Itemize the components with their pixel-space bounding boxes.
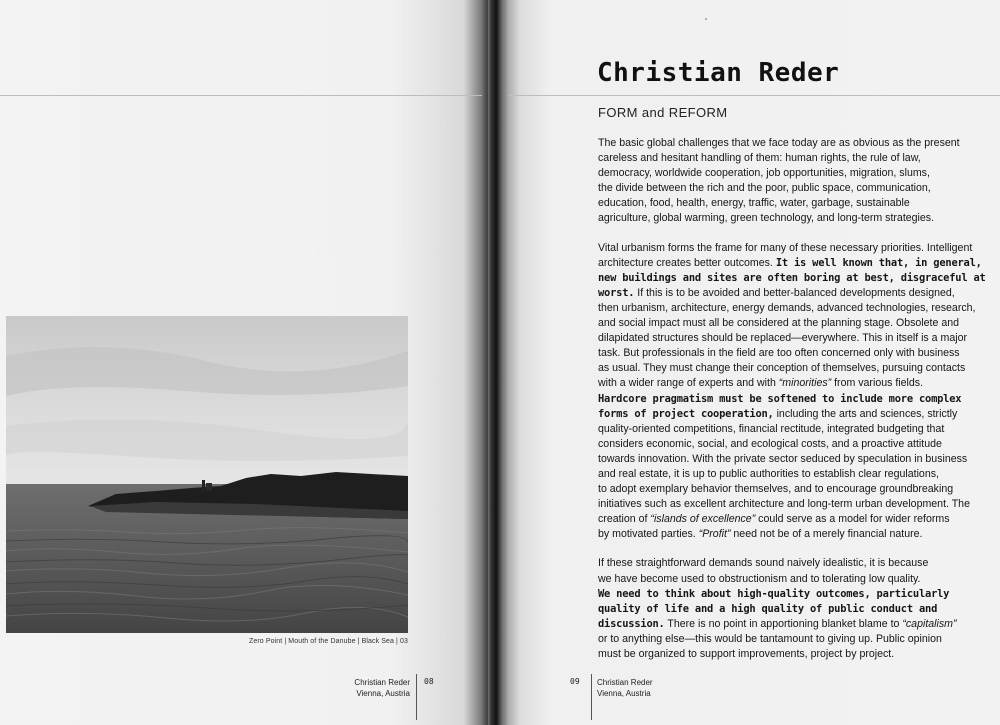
text-line (598, 286, 994, 301)
emphasis-run: forms of project cooperation, (598, 407, 774, 420)
footer-place: Vienna, Austria (356, 689, 410, 698)
page-number-right: 09 (570, 677, 580, 686)
text-run: democracy, worldwide cooperation, job opportunities, migration, slums, (598, 167, 930, 180)
footer-author: Christian Reder (354, 678, 410, 687)
emphasis-run: It is well known that, in general, (775, 256, 982, 269)
text-line (598, 587, 994, 602)
text-run: towards innovation. With the private sector seduced by speculation in business (598, 452, 968, 465)
text-run: could serve as a model for wider reforms (755, 513, 950, 526)
text-run: Vital urbanism forms the frame for many of these necessary priorities. Intelligent (598, 241, 973, 254)
footer-author: Christian Reder (597, 678, 653, 687)
text-line (598, 572, 994, 587)
text-line (598, 482, 994, 497)
text-line (598, 527, 994, 542)
text-line (598, 181, 994, 196)
text-run: by motivated parties. (598, 528, 699, 541)
text-run: initiatives such as excellent architecture and long-term urban development. The (598, 498, 970, 511)
text-run: considers economic, social, and ecological costs, and a proactive attitude (598, 437, 942, 450)
text-line (598, 617, 994, 632)
text-run: with a wider range of experts and with (598, 377, 779, 390)
author-heading: Christian Reder (597, 58, 840, 88)
text-line (598, 166, 994, 181)
text-line (598, 211, 994, 226)
text-run: quality-oriented competitions, financial rectitude, integrated budgeting that (598, 422, 945, 435)
text-line (598, 151, 994, 166)
text-line (598, 497, 994, 512)
page-number-left: 08 (424, 677, 434, 686)
emphasis-run: quality of life and a high quality of public conduct and (598, 602, 938, 615)
text-line (598, 647, 994, 662)
text-line (598, 241, 994, 256)
text-run: and social impact must all be considered at the planning stage. Obsolete and (598, 317, 959, 330)
emphasis-run: new buildings and sites are often boring at best, disgraceful at (598, 271, 986, 284)
essay-body (598, 136, 994, 676)
text-line (598, 271, 994, 286)
text-run: must be organized to support improvements, project by project. (598, 648, 895, 660)
italic-run: “islands of excellence” (650, 513, 756, 526)
text-run: There is no point in apportioning blanket blame to (664, 617, 903, 630)
text-run: agriculture, global warming, green technology, and long-term strategies. (598, 212, 935, 225)
text-run: including the arts and sciences, strictly (773, 407, 958, 420)
sea-photo-image (6, 316, 408, 633)
text-run: task. But professionals in the field are too often concerned only with business (598, 347, 960, 360)
text-line (598, 632, 994, 647)
photo-caption: Zero Point | Mouth of the Danube | Black Sea | 03 (249, 638, 408, 645)
text-run: If this is to be avoided and better-balanced developments designed, (634, 286, 955, 299)
header-rule-right (508, 95, 1000, 96)
text-run: and real estate, it is up to public authorities to establish clear regulations, (598, 467, 939, 480)
footer-place: Vienna, Austria (597, 689, 651, 698)
text-run: the divide between the rich and the poor, public space, communication, (598, 182, 931, 195)
text-line (598, 512, 994, 527)
footer-right (597, 677, 717, 699)
text-run: from various fields. (831, 377, 924, 390)
text-line (598, 422, 994, 437)
emphasis-run: discussion. (598, 617, 665, 630)
emphasis-run: worst. (598, 286, 635, 299)
text-line (598, 376, 994, 391)
text-line (598, 301, 994, 316)
sea-photograph (6, 316, 408, 633)
print-speck (705, 18, 707, 20)
footer-left (330, 677, 410, 699)
text-line (598, 602, 994, 617)
text-run: we have become used to obstructionism and to tolerating low quality. (598, 572, 921, 585)
footer-divider-left (416, 674, 417, 720)
text-line (598, 361, 994, 376)
text-line (598, 196, 994, 211)
text-line (598, 136, 994, 151)
essay-subtitle: FORM and REFORM (598, 105, 728, 120)
text-line (598, 407, 994, 422)
text-run: need not be of a merely financial nature. (730, 528, 923, 541)
paragraph (598, 241, 994, 543)
text-run: If these straightforward demands sound naively idealistic, it is because (598, 557, 929, 570)
text-run: or to anything else—this would be tantamount to giving up. Public opinion (598, 632, 942, 645)
text-line (598, 452, 994, 467)
italic-run: “capitalism” (902, 617, 957, 630)
text-line (598, 467, 994, 482)
text-line (598, 392, 994, 407)
text-run: then urbanism, architecture, energy demands, advanced technologies, research, (598, 301, 976, 314)
text-line (598, 331, 994, 346)
paragraph (598, 556, 994, 662)
text-line (598, 556, 994, 571)
emphasis-run: We need to think about high-quality outcomes, particularly (598, 587, 950, 600)
italic-run: “Profit” (698, 528, 731, 541)
emphasis-run: Hardcore pragmatism must be softened to include more complex (598, 392, 962, 405)
text-run: to adopt exemplary behavior themselves, and to encourage groundbreaking (598, 483, 954, 496)
text-run: dilapidated structures should be replaced—everywhere. This in itself is a major (598, 332, 968, 345)
footer-divider-right (591, 674, 592, 720)
text-run: as usual. They must change their conception of themselves, pursuing contacts (598, 362, 966, 375)
text-line (598, 346, 994, 361)
text-line (598, 316, 994, 331)
text-run: careless and hesitant handling of them: human rights, the rule of law, (598, 152, 921, 165)
text-run: The basic global challenges that we face today are as obvious as the present (598, 137, 960, 149)
paragraph (598, 136, 994, 227)
text-line (598, 437, 994, 452)
text-run: architecture creates better outcomes. (598, 256, 776, 269)
italic-run: “minorities” (778, 377, 832, 390)
text-line (598, 256, 994, 271)
book-gutter (482, 0, 508, 725)
text-run: education, food, health, energy, traffic, water, garbage, sustainable (598, 197, 910, 210)
text-run: creation of (598, 513, 651, 526)
header-rule-left (0, 95, 482, 96)
